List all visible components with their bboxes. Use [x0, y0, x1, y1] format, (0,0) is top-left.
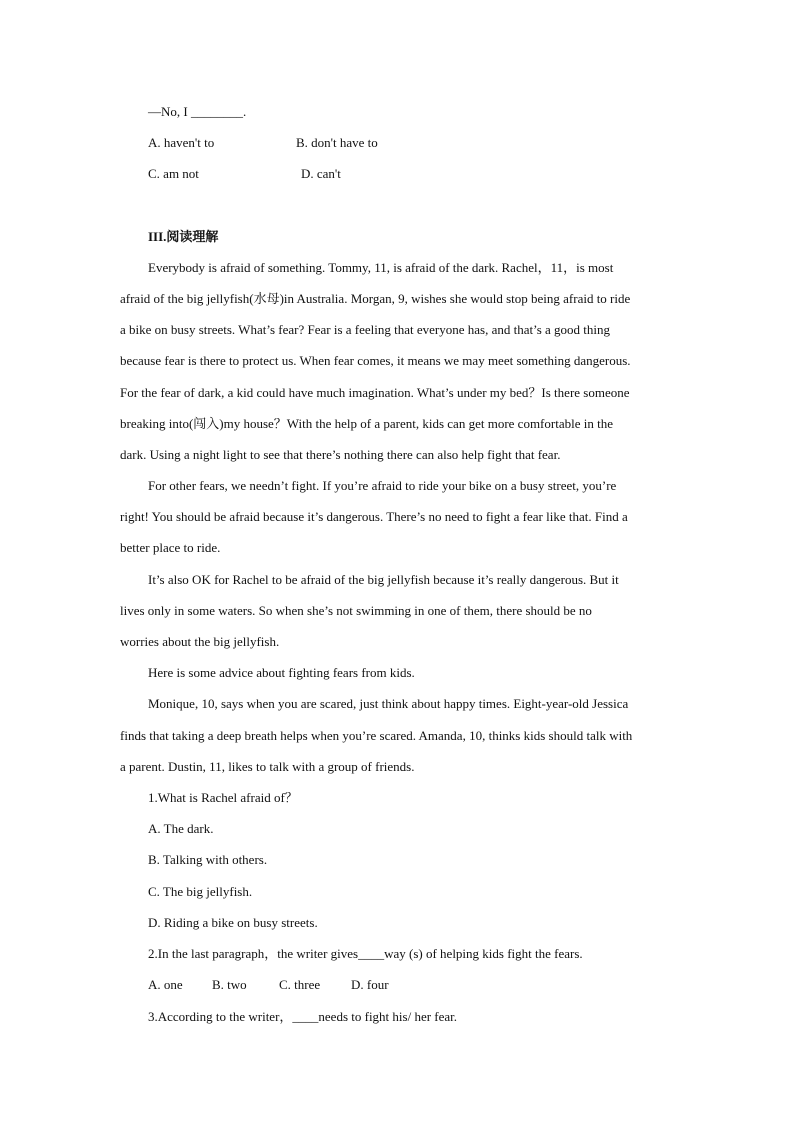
passage-line: worries about the big jellyfish.: [120, 634, 280, 649]
question-1-option-d: D. Riding a bike on busy streets.: [148, 915, 318, 930]
passage-line: better place to ride.: [120, 540, 221, 555]
passage-line: It’s also OK for Rachel to be afraid of the big jellyfish because it’s really dangerous. But it: [148, 572, 619, 587]
passage-line: For other fears, we needn’t fight. If you’re afraid to ride your bike on a busy street, you’re: [148, 478, 617, 493]
passage-line: Here is some advice about fighting fears from kids.: [148, 665, 415, 680]
option-c: C. am not: [148, 166, 199, 181]
passage-line: Everybody is afraid of something. Tommy, 11, is afraid of the dark. Rachel，11，is most: [148, 260, 614, 275]
passage-line: For the fear of dark, a kid could have much imagination. What’s under my bed？Is there someone: [120, 385, 630, 400]
question-1-option-b: B. Talking with others.: [148, 852, 268, 867]
passage-line: a parent. Dustin, 11, likes to talk with a group of friends.: [120, 759, 415, 774]
question-answer-line: —No, I ________.: [148, 104, 247, 119]
question-3-stem: 3.According to the writer，____needs to fight his/ her fear.: [148, 1009, 458, 1024]
question-2-option-c: C. three: [279, 977, 321, 992]
passage-line: breaking into(闯入)my house？With the help of a parent, kids can get more comfortable in the: [120, 416, 613, 431]
passage-line: lives only in some waters. So when she’s not swimming in one of them, there should be no: [120, 603, 592, 618]
passage-line: because fear is there to protect us. When fear comes, it means we may meet something dangerous.: [120, 353, 631, 368]
option-a: A. haven't to: [148, 135, 215, 150]
passage-line: right! You should be afraid because it’s dangerous. There’s no need to fight a fear like that. Find a: [120, 509, 628, 524]
question-2-option-a: A. one: [148, 977, 183, 992]
question-1-option-a: A. The dark.: [148, 821, 214, 836]
option-b: B. don't have to: [296, 135, 378, 150]
question-1-option-c: C. The big jellyfish.: [148, 884, 253, 899]
passage-line: a bike on busy streets. What’s fear? Fear is a feeling that everyone has, and that’s a good thing: [120, 322, 611, 337]
section-heading: III.阅读理解: [148, 229, 219, 244]
question-1-stem: 1.What is Rachel afraid of？: [148, 790, 298, 805]
passage-line: dark. Using a night light to see that there’s nothing there can also help fight that fear.: [120, 447, 561, 462]
passage-line: Monique, 10, says when you are scared, just think about happy times. Eight-year-old Jessica: [148, 696, 629, 711]
passage-line: afraid of the big jellyfish(水母)in Australia. Morgan, 9, wishes she would stop being afraid to ride: [120, 291, 631, 306]
option-d: D. can't: [301, 166, 341, 181]
passage-line: finds that taking a deep breath helps when you’re scared. Amanda, 10, thinks kids should talk with: [120, 728, 633, 743]
question-2-option-d: D. four: [351, 977, 389, 992]
question-2-option-b: B. two: [212, 977, 247, 992]
question-2-stem: 2.In the last paragraph，the writer gives____way (s) of helping kids fight the fears.: [148, 946, 583, 961]
